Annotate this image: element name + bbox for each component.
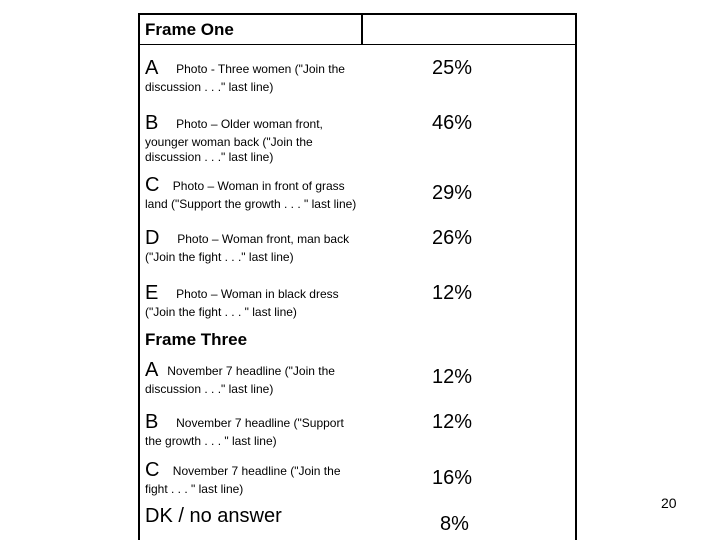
- frame-one-row-b: [145, 112, 360, 165]
- frame-three-pct-b: 12%: [432, 411, 473, 433]
- row-description-cont: ("Join the fight . . ." last line): [145, 250, 294, 264]
- frame-three-pct-a: 12%: [432, 366, 473, 388]
- frame-three-title: Frame Three: [145, 330, 248, 349]
- row-letter: B: [145, 112, 159, 134]
- row-description-cont: land ("Support the growth . . . " last line): [145, 197, 357, 211]
- row-description-cont: discussion . . ." last line): [145, 80, 274, 94]
- row-description: Photo – Woman front, man back: [177, 232, 350, 246]
- frame-one-pct-d: 26%: [432, 227, 473, 249]
- row-description: Photo – Older woman front,: [176, 117, 323, 131]
- frame-three-row-a: [145, 359, 360, 397]
- frame-one-pct-a: 25%: [432, 57, 473, 79]
- header-divider: [361, 13, 363, 45]
- row-letter: A: [145, 359, 159, 381]
- dk-label: DK / no answer: [145, 505, 282, 527]
- row-description: November 7 headline ("Join the: [167, 364, 335, 378]
- frame-one-pct-b: 46%: [432, 112, 473, 134]
- row-description-cont: fight . . . " last line): [145, 482, 244, 496]
- row-description: November 7 headline ("Join the: [172, 464, 341, 478]
- row-description-cont: younger woman back ("Join the discussion . . ." last line): [145, 135, 313, 164]
- row-description: Photo – Woman in black dress: [176, 287, 339, 301]
- frame-one-pct-c: 29%: [432, 182, 473, 204]
- frame-one-title: Frame One: [145, 20, 234, 39]
- row-description-cont: the growth . . . " last line): [145, 434, 277, 448]
- row-letter: C: [145, 174, 160, 196]
- row-description: November 7 headline ("Support: [176, 416, 344, 430]
- frame-one-row-c: [145, 174, 360, 212]
- header-rule: [138, 44, 577, 45]
- frame-three-pct-c: 16%: [432, 467, 473, 489]
- row-description-cont: ("Join the fight . . . " last line): [145, 305, 297, 319]
- row-letter: E: [145, 282, 159, 304]
- frame-one-row-d: [145, 227, 360, 265]
- page-number: 20: [661, 495, 677, 511]
- row-description: Photo - Three women ("Join the: [176, 62, 345, 76]
- row-description-cont: discussion . . ." last line): [145, 382, 274, 396]
- frame-one-row-e: [145, 282, 360, 320]
- row-letter: B: [145, 411, 159, 433]
- frame-one-row-a: [145, 57, 360, 95]
- row-letter: D: [145, 227, 160, 249]
- frame-three-row-b: [145, 411, 360, 449]
- row-letter: C: [145, 459, 160, 481]
- dk-pct: 8%: [440, 513, 469, 535]
- row-description: Photo – Woman in front of grass: [172, 179, 345, 193]
- row-letter: A: [145, 57, 159, 79]
- frame-three-row-c: [145, 459, 360, 497]
- frame-one-pct-e: 12%: [432, 282, 473, 304]
